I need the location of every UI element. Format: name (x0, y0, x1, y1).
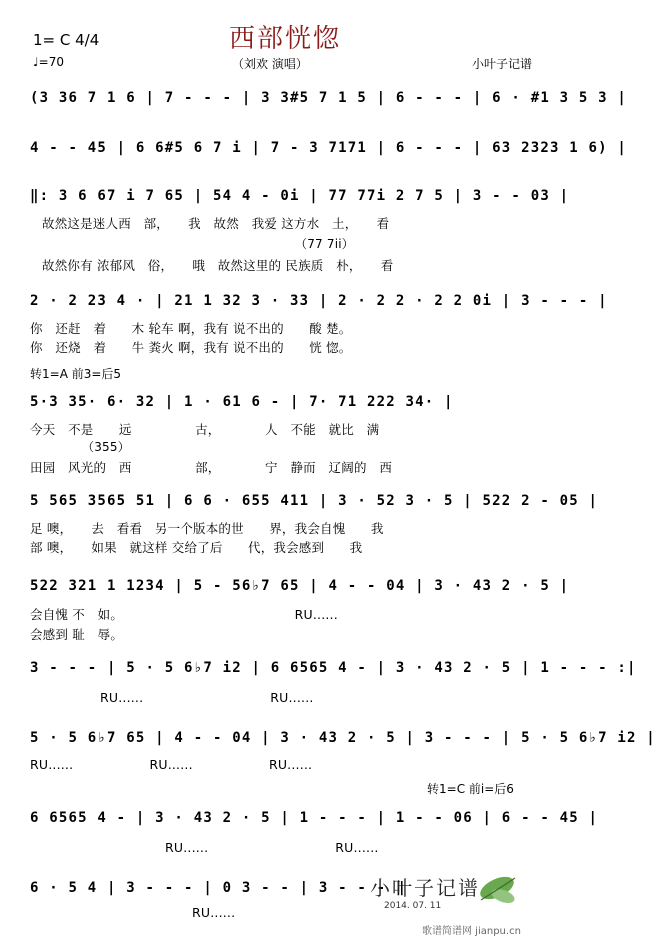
modulation-mark-1: 转1=A 前3=后5 (30, 367, 122, 381)
score-row-6: 5 565 3565 51 | 6 6 · 655 411 | 3 · 52 3 · 5 | 522 2 - 05 | (30, 493, 599, 509)
lyric-row-4-verse-1: 你 还赶 着 木 轮车 啊，我有 说不出的 酸 楚。 (30, 321, 352, 336)
score-row-8: 3 - - - | 5 · 5 6♭7 i2 | 6 6565 4 - | 3 · 43 2 · 5 | 1 - - - :| (30, 660, 637, 676)
score-row-11: 6 · 5 4 | 3 - - - | 0 3 - - | 3 - - - ‖ (30, 880, 406, 896)
lyric-row-5-alt: （355） (82, 440, 130, 454)
lyric-row-7-verse-1: 会自愧 不 如。 RU...... (30, 607, 338, 622)
lyric-row-3-verse-2: 故然你有 浓郁风 俗， 哦 故然这里的 民族质 朴， 看 (42, 258, 394, 273)
lyric-row-5-verse-2: 田园 风光的 西 部， 宁 静而 辽阔的 西 (30, 460, 393, 475)
score-row-1: (3 36 7 1 6 | 7 - - - | 3 3#5 7 1 5 | 6 - - - | 6 · #1 3 5 3 | (30, 90, 627, 106)
signature: 小叶子记谱 (370, 876, 480, 900)
singer-credit: （刘欢 演唱） (232, 57, 308, 71)
watermark: 歌谱简谱网 jianpu.cn (422, 926, 521, 937)
arranger-credit: 小叶子记谱 (472, 57, 533, 71)
score-row-4: 2 · 2 23 4 · | 21 1 32 3 · 33 | 2 · 2 2 · 2 2 0i | 3 - - - | (30, 293, 608, 309)
score-row-10: 6 6565 4 - | 3 · 43 2 · 5 | 1 - - - | 1 - - 06 | 6 - - 45 | (30, 810, 599, 826)
modulation-mark-2: 转1=C 前i=后6 (427, 782, 514, 796)
date-stamp: 2014. 07. 11 (384, 901, 442, 911)
score-row-7: 522 321 1 1234 | 5 - 56♭7 65 | 4 - - 04 | 3 · 43 2 · 5 | (30, 578, 570, 594)
lyric-row-6-verse-1: 足 噢， 去 看看 另一个版本的世 界，我会自愧 我 (30, 521, 384, 536)
tempo-mark: ♩=70 (33, 55, 64, 69)
lyric-row-8: RU...... RU...... (100, 690, 314, 705)
lyric-row-3-alt: （77 7ii） (295, 237, 354, 251)
score-row-9: 5 · 5 6♭7 65 | 4 - - 04 | 3 · 43 2 · 5 | 3 - - - | 5 · 5 6♭7 i2 | (30, 730, 656, 746)
lyric-row-10: RU...... RU...... (165, 840, 379, 855)
lyric-row-7-verse-2: 会感到 耻 辱。 (30, 627, 124, 642)
score-row-2: 4 - - 45 | 6 6#5 6 7 i | 7 - 3 7171 | 6 - - - | 63 2323 1 6) | (30, 140, 627, 156)
lyric-row-3-verse-1: 故然这是迷人西 部， 我 故然 我爱 这方水 土， 看 (42, 216, 390, 231)
key-signature: 1= C 4/4 (33, 31, 100, 49)
lyric-row-9: RU...... RU...... RU...... (30, 757, 313, 772)
lyric-row-4-verse-2: 你 还烧 着 牛 粪火 啊，我有 说不出的 恍 惚。 (30, 340, 352, 355)
lyric-row-5-verse-1: 今天 不是 远 古， 人 不能 就比 满 (30, 422, 380, 437)
lyric-row-6-verse-2: 部 噢， 如果 就这样 交给了后 代，我会感到 我 (30, 540, 363, 555)
page-title: 西部恍惚 (228, 24, 341, 54)
score-row-3: ‖: 3 6 67 i 7 65 | 54 4 - 0i | 77 77i 2 7 5 | 3 - - 03 | (30, 188, 570, 204)
leaf-icon (473, 870, 523, 910)
score-row-5: 5·3 35· 6· 32 | 1 · 61 6 - | 7· 71 222 34· | (30, 394, 454, 410)
lyric-row-11: RU...... (192, 905, 236, 920)
